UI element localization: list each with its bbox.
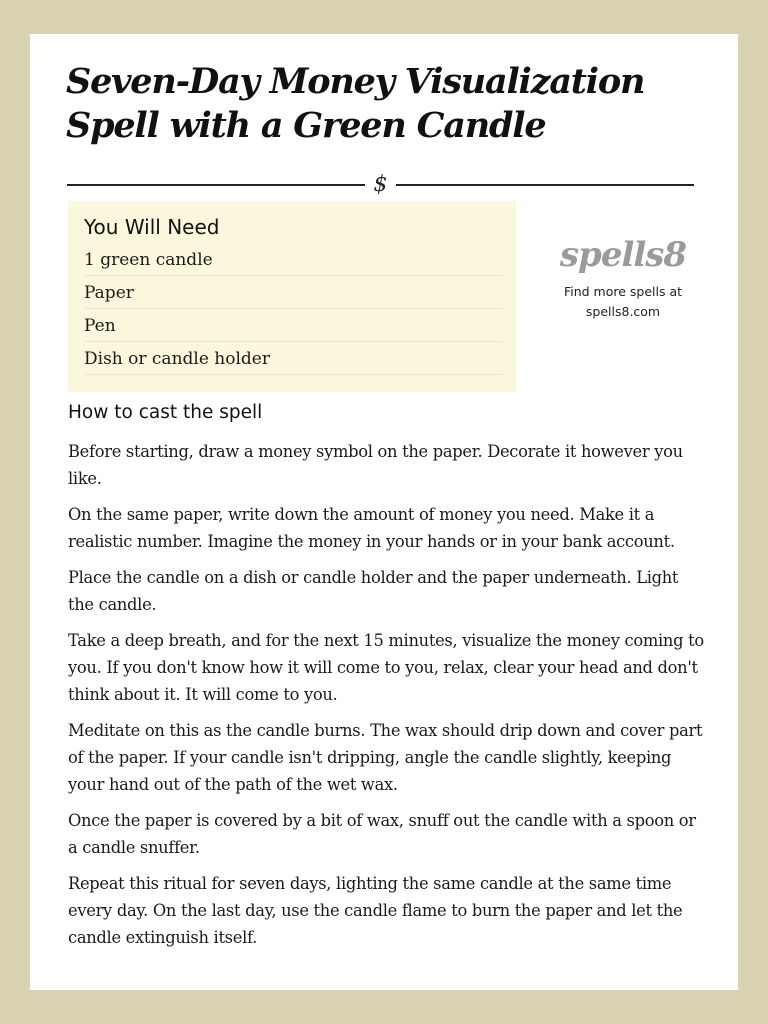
supplies-heading: You Will Need — [84, 215, 220, 239]
supplies-list — [84, 243, 502, 375]
spells8-logo: spells8 — [559, 235, 687, 275]
supply-item: 1 green candle — [84, 243, 502, 276]
supply-item: Dish or candle holder — [84, 342, 502, 375]
brand-tagline-line2: spells8.com — [585, 304, 661, 319]
dollar-icon: $ — [373, 172, 388, 197]
instruction-paragraph: Once the paper is covered by a bit of wax, snuff out the candle with a spoon or a candle snuffer. — [68, 811, 696, 857]
supply-item: Pen — [84, 309, 502, 342]
spell-card — [30, 34, 738, 990]
title-divider — [67, 174, 694, 196]
instruction-paragraph: On the same paper, write down the amount of money you need. Make it a realistic number. Imagine the money in your hands or in your bank account. — [68, 505, 675, 551]
instruction-paragraph: Before starting, draw a money symbol on the paper. Decorate it however you like. — [68, 442, 683, 488]
supplies-box — [68, 201, 516, 392]
divider-line-right — [396, 184, 694, 186]
brand-tagline-line1: Find more spells at — [563, 284, 683, 299]
instruction-paragraph: Place the candle on a dish or candle holder and the paper underneath. Light the candle. — [68, 568, 679, 614]
page-title: Seven-Day Money Visualization Spell with a Green Candle — [66, 61, 645, 146]
instruction-paragraph: Meditate on this as the candle burns. The wax should drip down and cover part of the paper. If your candle isn't dripping, angle the candle slightly, keeping your hand out of the path of the wet wax. — [68, 721, 703, 794]
instructions-heading: How to cast the spell — [68, 402, 263, 423]
instruction-paragraph: Take a deep breath, and for the next 15 minutes, visualize the money coming to you. If you don't know how it will come to you, relax, clear your head and don't think about it. It will come to you. — [68, 631, 704, 704]
instruction-paragraph: Repeat this ritual for seven days, lighting the same candle at the same time every day. On the last day, use the candle flame to burn the paper and let the candle extinguish itself. — [68, 874, 683, 947]
instructions-body — [68, 438, 704, 960]
brand-block — [548, 234, 698, 322]
supply-item: Paper — [84, 276, 502, 309]
divider-line-left — [67, 184, 365, 186]
